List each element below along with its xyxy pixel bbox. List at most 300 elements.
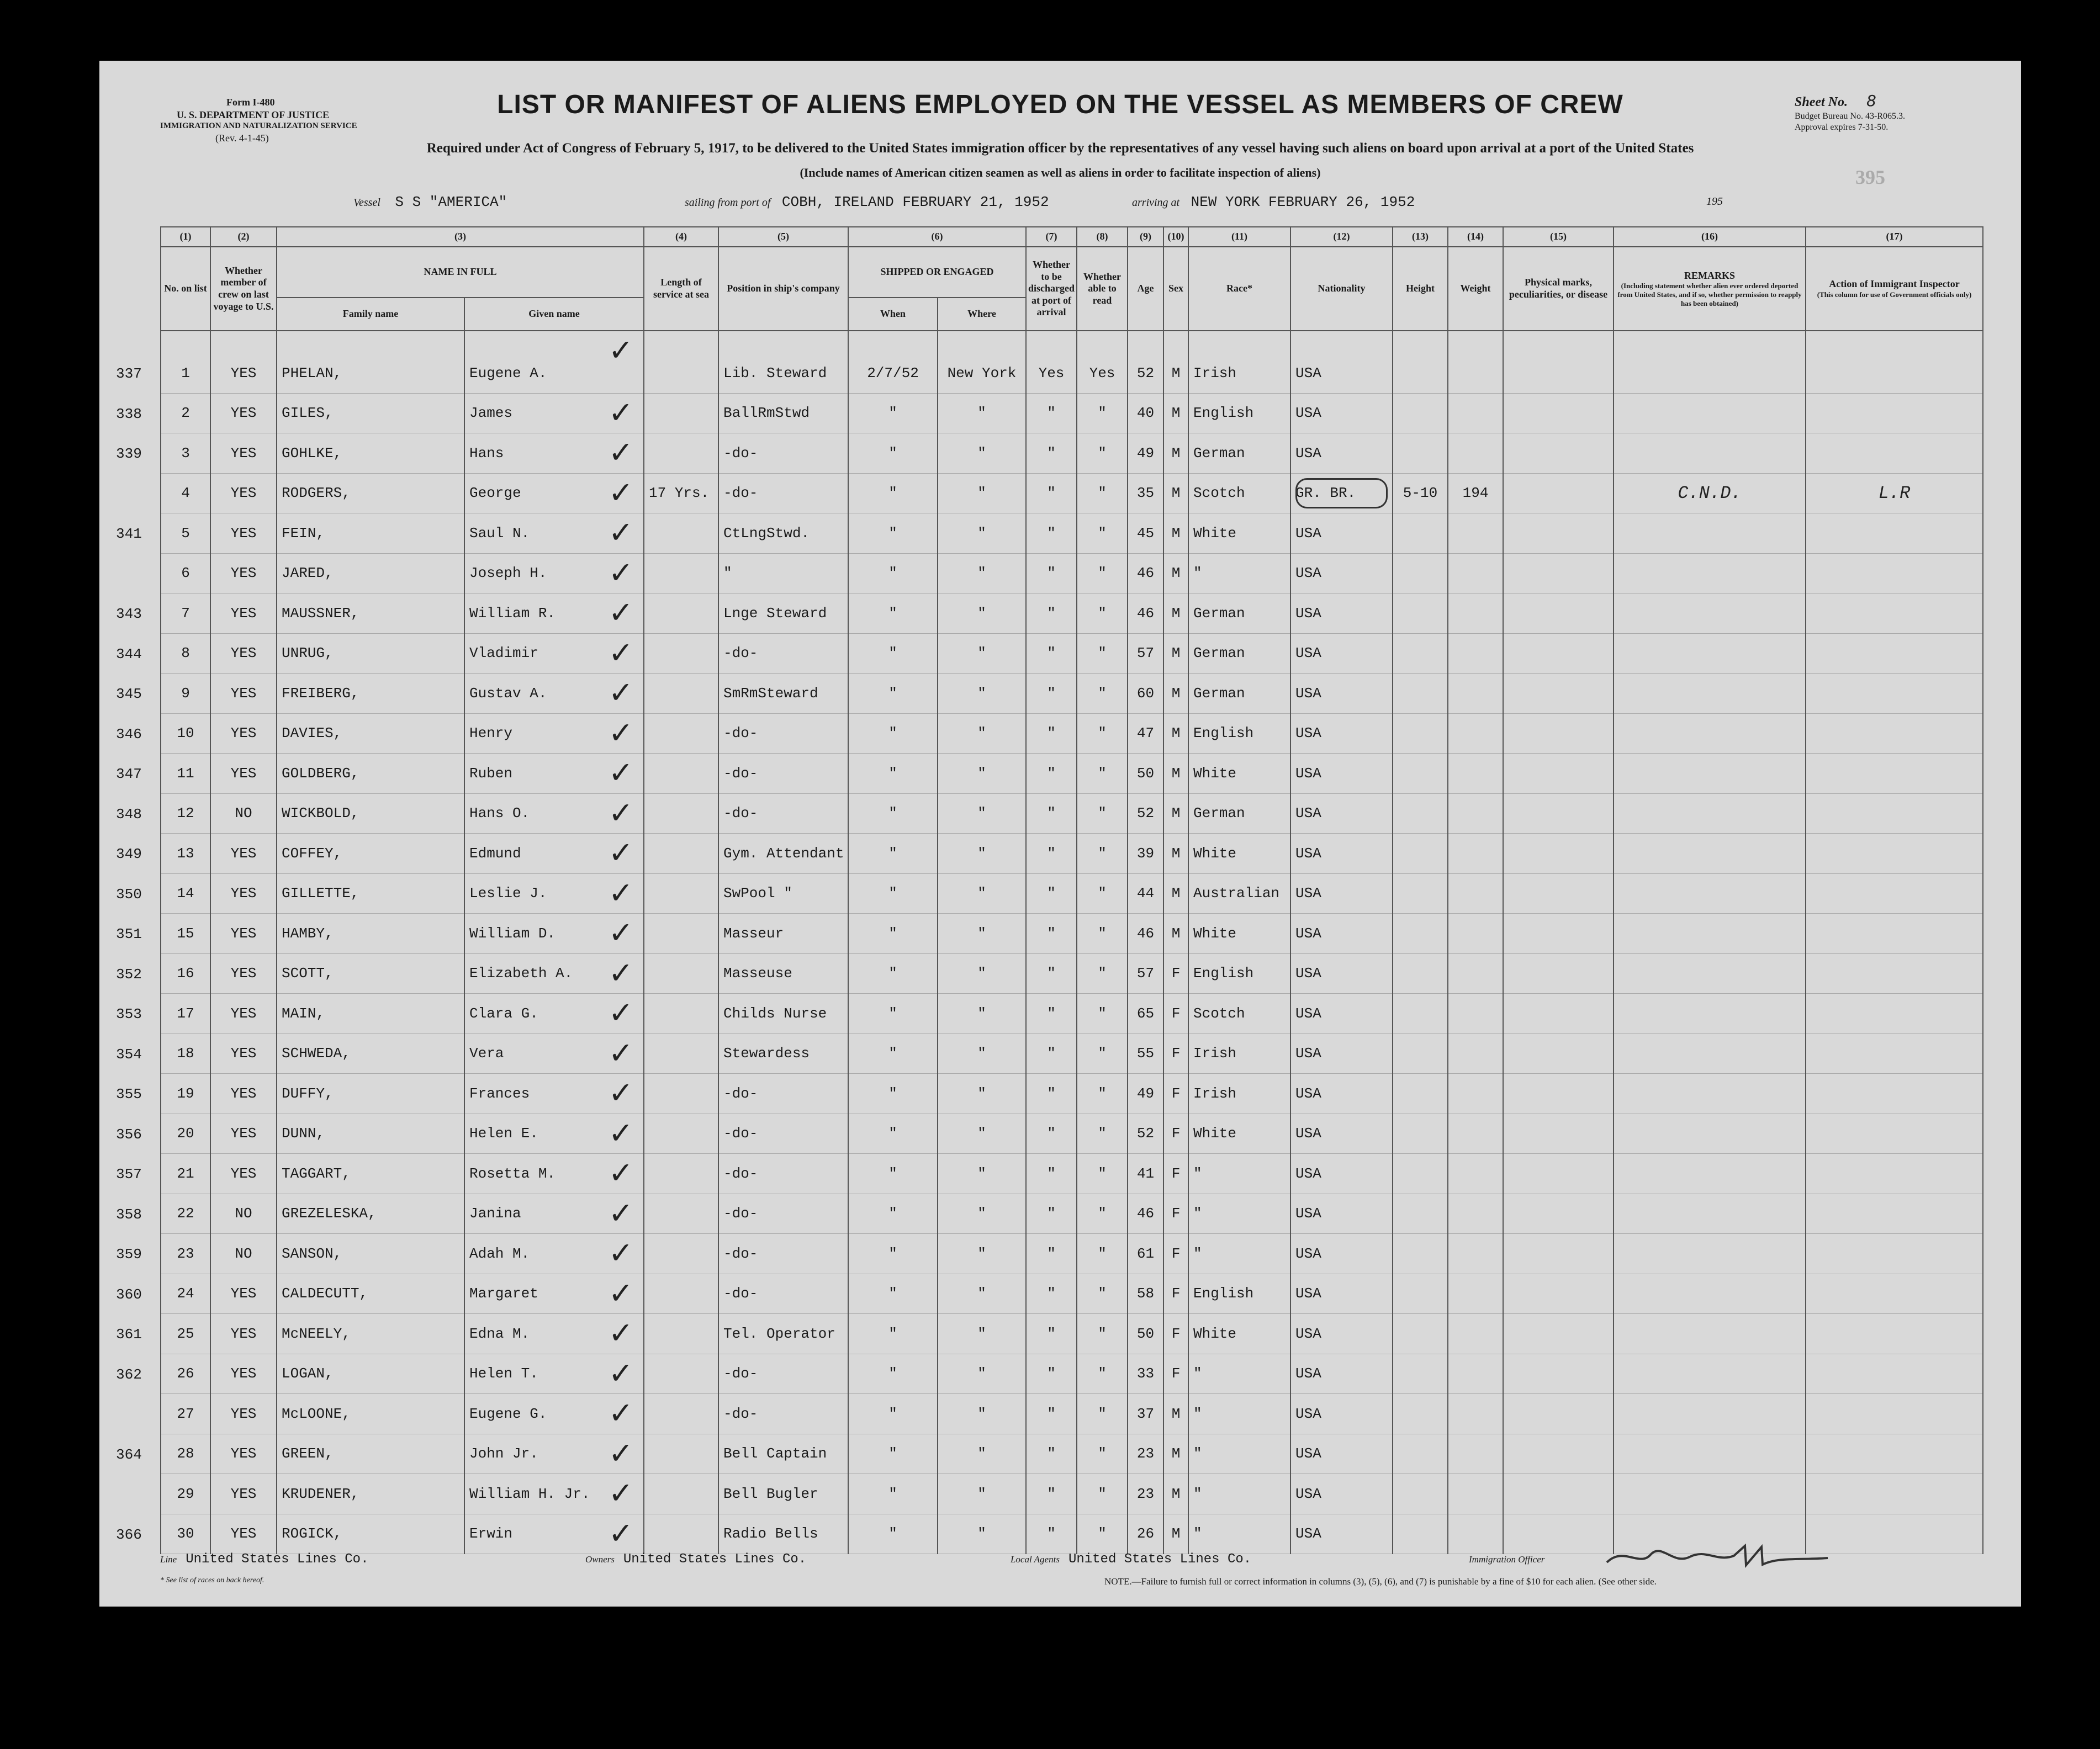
able-to-read-cell: " [1077, 593, 1128, 634]
family-name-cell: UNRUG, [277, 633, 464, 674]
remarks-cell [1614, 1234, 1806, 1274]
age-cell: 55 [1128, 1034, 1163, 1074]
table-row [161, 793, 1983, 834]
physical-marks-cell [1503, 553, 1614, 593]
age-cell: 52 [1128, 331, 1163, 393]
table-row [161, 1314, 1983, 1354]
sex-cell: M [1163, 553, 1188, 593]
margin-line-number: 355 [116, 1086, 142, 1103]
sex-cell: M [1163, 873, 1188, 914]
discharged-cell: " [1026, 1234, 1077, 1274]
race-cell: White [1188, 914, 1290, 954]
position-cell: -do- [718, 1114, 848, 1154]
shipped-when-cell: 2/7/52 [848, 331, 938, 393]
check-mark-icon: ✓ [608, 875, 633, 910]
vessel-row [353, 193, 507, 210]
family-name-cell: MAIN, [277, 994, 464, 1034]
sex-cell: M [1163, 331, 1188, 393]
family-name-cell: ROGICK, [277, 1514, 464, 1554]
weight-cell [1448, 1434, 1503, 1474]
nationality-cell: USA [1290, 393, 1393, 433]
age-cell: 33 [1128, 1354, 1163, 1394]
last-voyage-cell: YES [210, 1154, 277, 1194]
able-to-read-cell: " [1077, 1274, 1128, 1314]
length-of-service-cell [644, 433, 718, 474]
shipped-where-cell: " [938, 713, 1026, 754]
given-name-cell [464, 1194, 644, 1234]
nationality-cell: USA [1290, 1514, 1393, 1554]
shipped-when-cell: " [848, 513, 938, 554]
last-voyage-cell: YES [210, 473, 277, 513]
last-voyage-cell: YES [210, 1394, 277, 1434]
shipped-where-cell: " [938, 393, 1026, 433]
shipped-when-cell: " [848, 793, 938, 834]
length-of-service-cell [644, 513, 718, 554]
age-cell: 57 [1128, 953, 1163, 994]
shipped-where-cell: " [938, 553, 1026, 593]
remarks-cell [1614, 331, 1806, 393]
margin-line-number: 357 [116, 1166, 142, 1183]
given-name-cell [464, 393, 644, 433]
nationality-cell: USA [1290, 1434, 1393, 1474]
row-number-cell: 9 [161, 674, 210, 714]
sailing-from: COBH, IRELAND FEBRUARY 21, 1952 [781, 194, 1049, 210]
given-name-text: Adah M. [469, 1245, 530, 1262]
height-cell [1393, 1154, 1448, 1194]
given-name-cell [464, 1154, 644, 1194]
last-voyage-cell: YES [210, 1074, 277, 1114]
able-to-read-cell: " [1077, 1474, 1128, 1514]
length-of-service-cell [644, 834, 718, 874]
race-cell: English [1188, 953, 1290, 994]
sex-cell: F [1163, 1314, 1188, 1354]
table-row [161, 914, 1983, 954]
sex-cell: M [1163, 1434, 1188, 1474]
last-voyage-cell: YES [210, 433, 277, 474]
given-name-cell [464, 633, 644, 674]
weight-cell [1448, 1074, 1503, 1114]
given-name-text: Erwin [469, 1525, 513, 1543]
given-name-cell [464, 1114, 644, 1154]
race-cell: English [1188, 393, 1290, 433]
inspector-action-cell [1806, 953, 1983, 994]
discharged-cell: " [1026, 1434, 1077, 1474]
family-name-cell: GOLDBERG, [277, 754, 464, 794]
margin-line-number: 339 [116, 446, 142, 462]
able-to-read-cell: " [1077, 1034, 1128, 1074]
sex-cell: M [1163, 433, 1188, 474]
race-cell: German [1188, 674, 1290, 714]
position-cell: SwPool " [718, 873, 848, 914]
last-voyage-cell: YES [210, 754, 277, 794]
check-mark-icon: ✓ [608, 1075, 633, 1110]
discharged-cell: " [1026, 1034, 1077, 1074]
discharged-cell: " [1026, 1194, 1077, 1234]
physical-marks-cell [1503, 713, 1614, 754]
row-number-cell: 25 [161, 1314, 210, 1354]
remarks-cell [1614, 553, 1806, 593]
inspector-action-cell [1806, 674, 1983, 714]
inspector-action-cell [1806, 1034, 1983, 1074]
given-name-text: William H. Jr. [469, 1485, 590, 1502]
nationality-cell: USA [1290, 1154, 1393, 1194]
family-name-cell: SANSON, [277, 1234, 464, 1274]
remarks-cell [1614, 1434, 1806, 1474]
header-race: Race* [1188, 247, 1290, 331]
check-mark-icon: ✓ [608, 755, 633, 790]
sex-cell: F [1163, 1354, 1188, 1394]
inspector-action-cell [1806, 1114, 1983, 1154]
physical-marks-cell [1503, 1114, 1614, 1154]
row-number-cell: 7 [161, 593, 210, 634]
check-mark-icon: ✓ [608, 1035, 633, 1070]
family-name-cell: McLOONE, [277, 1394, 464, 1434]
check-mark-icon: ✓ [608, 1115, 633, 1151]
table-row [161, 994, 1983, 1034]
nationality-cell: USA [1290, 873, 1393, 914]
row-number-cell: 5 [161, 513, 210, 554]
header-inspector-action [1806, 247, 1983, 331]
height-cell [1393, 1114, 1448, 1154]
table-row [161, 473, 1983, 513]
arriving-row [1132, 193, 1415, 210]
position-cell: CtLngStwd. [718, 513, 848, 554]
nationality-cell: USA [1290, 1394, 1393, 1434]
discharged-cell: " [1026, 1394, 1077, 1434]
family-name-cell: PHELAN, [277, 331, 464, 393]
owners-row [585, 1551, 806, 1567]
length-of-service-cell [644, 674, 718, 714]
given-name-text: Janina [469, 1205, 521, 1222]
inspector-action-cell [1806, 1314, 1983, 1354]
given-name-cell [464, 331, 644, 393]
shipped-when-cell: " [848, 994, 938, 1034]
discharged-cell: " [1026, 1314, 1077, 1354]
weight-cell [1448, 393, 1503, 433]
sheet-label: Sheet No. [1795, 95, 1848, 109]
inspector-action-cell [1806, 834, 1983, 874]
check-mark-icon: ✓ [608, 435, 633, 470]
margin-line-number: 354 [116, 1046, 142, 1063]
position-cell: Lnge Steward [718, 593, 848, 634]
owners-name: United States Lines Co. [623, 1552, 807, 1567]
race-cell: German [1188, 433, 1290, 474]
sex-cell: M [1163, 1514, 1188, 1554]
age-cell: 35 [1128, 473, 1163, 513]
check-mark-icon: ✓ [608, 1355, 633, 1391]
nationality-cell: USA [1290, 1074, 1393, 1114]
nationality-cell: USA [1290, 1234, 1393, 1274]
sex-cell: M [1163, 513, 1188, 554]
weight-cell [1448, 1394, 1503, 1434]
shipped-when-cell: " [848, 393, 938, 433]
given-name-text: Rosetta M. [469, 1165, 556, 1182]
family-name-cell: HAMBY, [277, 914, 464, 954]
position-cell: -do- [718, 1274, 848, 1314]
header-inspector-title: Action of Immigrant Inspector [1829, 278, 1960, 290]
remarks-cell [1614, 793, 1806, 834]
nationality-cell: USA [1290, 1114, 1393, 1154]
page-title: LIST OR MANIFEST OF ALIENS EMPLOYED ON THE VESSEL AS MEMBERS OF CREW [497, 90, 1623, 119]
physical-marks-cell [1503, 433, 1614, 474]
approval-expiry: Approval expires 7-31-50. [1795, 123, 1889, 132]
agents-row [1011, 1551, 1251, 1567]
header-when: When [848, 298, 938, 331]
row-number-cell: 3 [161, 433, 210, 474]
race-cell: White [1188, 513, 1290, 554]
row-number-cell: 19 [161, 1074, 210, 1114]
given-name-cell [464, 873, 644, 914]
row-number-cell: 29 [161, 1474, 210, 1514]
shipped-where-cell: " [938, 994, 1026, 1034]
shipped-where-cell: " [938, 1034, 1026, 1074]
given-name-cell [464, 1514, 644, 1554]
given-name-cell [464, 1354, 644, 1394]
header-remarks-title: REMARKS [1684, 269, 1735, 281]
nationality-cell: USA [1290, 593, 1393, 634]
line-name: United States Lines Co. [186, 1552, 369, 1567]
length-of-service-cell [644, 953, 718, 994]
family-name-cell: RODGERS, [277, 473, 464, 513]
given-name-cell [464, 1034, 644, 1074]
length-of-service-cell [644, 553, 718, 593]
height-cell [1393, 713, 1448, 754]
remarks-cell [1614, 393, 1806, 433]
given-name-text: Eugene G. [469, 1405, 547, 1422]
check-mark-icon: ✓ [608, 835, 633, 870]
shipped-where-cell: " [938, 793, 1026, 834]
nationality-cell: USA [1290, 1354, 1393, 1394]
age-cell: 46 [1128, 1194, 1163, 1234]
shipped-when-cell: " [848, 1114, 938, 1154]
table-row [161, 1354, 1983, 1394]
table-row [161, 553, 1983, 593]
given-name-cell [464, 433, 644, 474]
margin-line-number: 361 [116, 1326, 142, 1343]
family-name-cell: GREZELESKA, [277, 1194, 464, 1234]
shipped-when-cell: " [848, 1354, 938, 1394]
department: U. S. DEPARTMENT OF JUSTICE [177, 109, 330, 120]
col-num-9: (9) [1128, 227, 1163, 247]
shipped-when-cell: " [848, 593, 938, 634]
header-given-name: Given name [464, 298, 644, 331]
shipped-where-cell: " [938, 914, 1026, 954]
age-cell: 47 [1128, 713, 1163, 754]
header-discharged: Whether to be discharged at port of arrival [1026, 247, 1077, 331]
last-voyage-cell: NO [210, 1194, 277, 1234]
family-name-cell: LOGAN, [277, 1354, 464, 1394]
physical-marks-cell [1503, 331, 1614, 393]
race-cell: " [1188, 1194, 1290, 1234]
last-voyage-cell: YES [210, 953, 277, 994]
header-sex: Sex [1163, 247, 1188, 331]
margin-line-number: 359 [116, 1246, 142, 1263]
row-number-cell: 14 [161, 873, 210, 914]
penalty-note: NOTE.—Failure to furnish full or correct information in columns (3), (5), (6), and (7) is punishable by a fine of $10 for each alien. (See other side. [1104, 1576, 1657, 1587]
sex-cell: F [1163, 1274, 1188, 1314]
budget-bureau: Budget Bureau No. 43-R065.3. [1795, 112, 1905, 121]
discharged-cell: " [1026, 1474, 1077, 1514]
height-cell [1393, 1034, 1448, 1074]
age-cell: 40 [1128, 393, 1163, 433]
length-of-service-cell [644, 793, 718, 834]
sailing-row [685, 193, 1049, 210]
margin-line-number: 362 [116, 1366, 142, 1383]
family-name-cell: CALDECUTT, [277, 1274, 464, 1314]
able-to-read-cell: " [1077, 914, 1128, 954]
weight-cell [1448, 1154, 1503, 1194]
sex-cell: F [1163, 1114, 1188, 1154]
given-name-text: Helen E. [469, 1125, 538, 1142]
length-of-service-cell [644, 1474, 718, 1514]
margin-line-number: 352 [116, 966, 142, 983]
able-to-read-cell: " [1077, 994, 1128, 1034]
able-to-read-cell: " [1077, 1434, 1128, 1474]
position-cell: -do- [718, 713, 848, 754]
remarks-cell [1614, 433, 1806, 474]
header-weight: Weight [1448, 247, 1503, 331]
race-cell: " [1188, 1394, 1290, 1434]
nationality-cell: USA [1290, 553, 1393, 593]
physical-marks-cell [1503, 593, 1614, 634]
header-nationality: Nationality [1290, 247, 1393, 331]
subnote: (Include names of American citizen seamen as well as aliens in order to facilitate inspection of aliens) [800, 166, 1321, 179]
weight-cell [1448, 994, 1503, 1034]
race-cell: White [1188, 1314, 1290, 1354]
given-name-text: John Jr. [469, 1445, 538, 1462]
margin-line-number: 360 [116, 1286, 142, 1303]
age-cell: 23 [1128, 1474, 1163, 1514]
col-num-3: (3) [277, 227, 644, 247]
row-number-cell: 18 [161, 1034, 210, 1074]
header-shipped-or-engaged: SHIPPED OR ENGAGED [848, 247, 1026, 298]
given-name-cell [464, 1314, 644, 1354]
family-name-cell: GOHLKE, [277, 433, 464, 474]
age-cell: 23 [1128, 1434, 1163, 1474]
table-row [161, 834, 1983, 874]
shipped-where-cell: " [938, 953, 1026, 994]
margin-line-number: 338 [116, 405, 142, 422]
able-to-read-cell: " [1077, 633, 1128, 674]
shipped-where-cell: " [938, 1114, 1026, 1154]
row-number-cell: 4 [161, 473, 210, 513]
sex-cell: F [1163, 953, 1188, 994]
physical-marks-cell [1503, 1274, 1614, 1314]
table-row [161, 633, 1983, 674]
margin-line-number: 349 [116, 846, 142, 862]
position-cell: -do- [718, 633, 848, 674]
col-num-5: (5) [718, 227, 848, 247]
table-row [161, 873, 1983, 914]
col-num-15: (15) [1503, 227, 1614, 247]
nationality-cell: USA [1290, 513, 1393, 554]
discharged-cell: " [1026, 1114, 1077, 1154]
remarks-cell [1614, 1034, 1806, 1074]
given-name-text: Edna M. [469, 1325, 530, 1342]
inspector-action-cell [1806, 873, 1983, 914]
last-voyage-cell: YES [210, 393, 277, 433]
sex-cell: F [1163, 994, 1188, 1034]
header-physical-marks: Physical marks, peculiarities, or disease [1503, 247, 1614, 331]
given-name-cell [464, 754, 644, 794]
remarks-cell [1614, 633, 1806, 674]
physical-marks-cell [1503, 1354, 1614, 1394]
height-cell [1393, 1394, 1448, 1434]
length-of-service-cell [644, 393, 718, 433]
nationality-cell: USA [1290, 331, 1393, 393]
shipped-where-cell: " [938, 473, 1026, 513]
given-name-text: George [469, 485, 521, 502]
officer-label: Immigration Officer [1469, 1554, 1545, 1565]
vessel-label: Vessel [353, 197, 380, 209]
row-number-cell: 13 [161, 834, 210, 874]
shipped-where-cell: " [938, 834, 1026, 874]
age-cell: 49 [1128, 433, 1163, 474]
given-name-cell [464, 1434, 644, 1474]
races-note: * See list of races on back hereof. [160, 1576, 265, 1584]
given-name-text: Vladimir [469, 645, 538, 662]
race-cell: German [1188, 593, 1290, 634]
shipped-when-cell: " [848, 1274, 938, 1314]
race-cell: Scotch [1188, 473, 1290, 513]
last-voyage-cell: YES [210, 1354, 277, 1394]
given-name-cell [464, 1274, 644, 1314]
shipped-when-cell: " [848, 1034, 938, 1074]
officer-signature [1601, 1540, 1833, 1573]
year-suffix: 195 [1706, 195, 1723, 208]
height-cell [1393, 793, 1448, 834]
last-voyage-cell: YES [210, 513, 277, 554]
weight-cell [1448, 674, 1503, 714]
given-name-cell [464, 674, 644, 714]
weight-cell [1448, 1114, 1503, 1154]
race-cell: Scotch [1188, 994, 1290, 1034]
header-age: Age [1128, 247, 1163, 331]
able-to-read-cell: " [1077, 1154, 1128, 1194]
shipped-when-cell: " [848, 1474, 938, 1514]
shipped-where-cell: " [938, 1394, 1026, 1434]
able-to-read-cell: " [1077, 1354, 1128, 1394]
row-number-cell: 17 [161, 994, 210, 1034]
remarks-cell [1614, 873, 1806, 914]
position-cell: SmRmSteward [718, 674, 848, 714]
height-cell [1393, 1074, 1448, 1114]
shipped-where-cell: " [938, 1474, 1026, 1514]
margin-line-number: 337 [116, 365, 142, 382]
check-mark-icon: ✓ [608, 555, 633, 590]
service-name: IMMIGRATION AND NATURALIZATION SERVICE [160, 121, 357, 130]
height-cell [1393, 873, 1448, 914]
physical-marks-cell [1503, 1074, 1614, 1114]
able-to-read-cell: " [1077, 1074, 1128, 1114]
header-inspector-note: (This column for use of Government officials only) [1817, 290, 1972, 299]
length-of-service-cell [644, 331, 718, 393]
length-of-service-cell [644, 873, 718, 914]
given-name-text: Margaret [469, 1285, 538, 1302]
nationality-cell: USA [1290, 793, 1393, 834]
check-mark-icon: ✓ [608, 595, 633, 630]
given-name-cell [464, 513, 644, 554]
family-name-cell: GREEN, [277, 1434, 464, 1474]
able-to-read-cell: " [1077, 1114, 1128, 1154]
table-row [161, 754, 1983, 794]
remarks-cell [1614, 754, 1806, 794]
race-cell: German [1188, 793, 1290, 834]
table-row [161, 713, 1983, 754]
check-mark-icon: ✓ [608, 475, 633, 510]
last-voyage-cell: YES [210, 834, 277, 874]
family-name-cell: JARED, [277, 553, 464, 593]
